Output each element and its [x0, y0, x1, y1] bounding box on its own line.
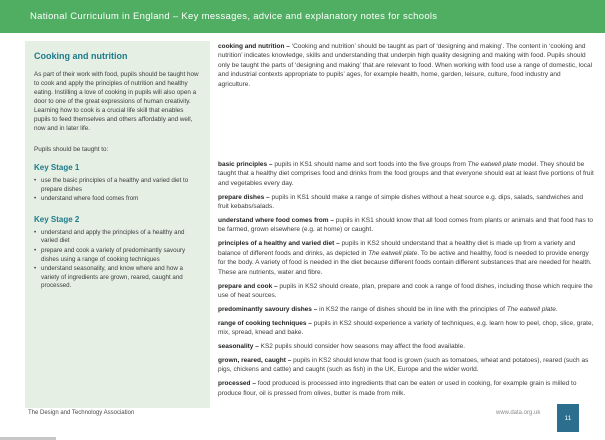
note-text: pupils in KS2 should create, plan, prepare and cook a range of food dishes, including those which require the use of heat sources.: [218, 282, 593, 299]
cooking-and-nutrition-panel: [25, 41, 210, 408]
note-lead: prepare dishes –: [218, 193, 272, 201]
note-paragraph: [218, 239, 594, 277]
note-paragraph: [218, 379, 594, 398]
key-stage-1-list: [34, 177, 201, 204]
note-paragraph: [218, 160, 594, 188]
bullet-item: • understand and apply the principles of a healthy and varied diet: [34, 229, 201, 246]
note-text: pupils in KS1 should make a range of simple dishes without a heat source e.g. dips, salads, sandwiches and fruit kebabs/salads.: [218, 193, 583, 211]
note-text: model. They should be taught that a healthy diet comprises food and drinks from the food groups and that everyone should eat at least five portions of fruit and vegetables every day.: [218, 161, 594, 187]
note-lead: basic principles –: [218, 161, 275, 169]
note-text: in KS2 the range of dishes should be in line with the principles of: [319, 305, 507, 313]
key-stage-2-heading: Key Stage 2: [34, 214, 80, 224]
note-lead: prepare and cook –: [218, 282, 280, 290]
header-bar: [0, 0, 605, 33]
note-paragraph: [218, 356, 594, 375]
panel-intro-paragraph: As part of their work with food, pupils should be taught how to cook and apply the principles of nutrition and healthy eating. Instilling a love of cooking in pupils will also open a door to one of the great expressions of human creativity. Learning how to cook is a crucial life skill that enables pupils to feed themselves and others affordably and well, now and in later life.: [34, 71, 199, 132]
note-lead: cooking and nutrition –: [218, 43, 292, 50]
key-stage-2-list: [34, 229, 201, 291]
note-lead: grown, reared, caught –: [218, 356, 294, 364]
note-paragraph: [218, 193, 594, 212]
notes-column: [218, 42, 594, 403]
note-text: pupils in KS2 should understand that a healthy diet is made up from a variety and balance of different foods and drinks, as depicted in: [218, 240, 576, 257]
note-lead: principles of a healthy and varied diet –: [218, 240, 342, 248]
note-lead: understand where food comes from –: [218, 217, 336, 225]
note-paragraph: [218, 319, 594, 338]
page-title: National Curriculum in England – Key messages, advice and explanatory notes for schools: [30, 11, 438, 22]
panel-heading: Cooking and nutrition: [34, 51, 128, 61]
note-text: .: [555, 305, 558, 313]
bullet-item: • understand seasonality, and know where and how a variety of ingredients are grown, reared, caught and processed.: [34, 265, 201, 291]
note-italic-term: The eatwell plate: [368, 249, 418, 257]
note-text: ‘Cooking and nutrition’ should be taught as part of ‘designing and making’. The content in ‘cooking and nutrition’ indicates knowledge, skills and understanding that underpin high quality designing and making with food. Pupils should only be taught the parts of ‘designing and making’ that are relevant to food. When working with food use a range of domestic, local and industrial contexts appropriate to pupils’ ages, for example health, home, garden, leisure, culture, food industry and agriculture.: [218, 43, 593, 88]
note-text: pupils in KS2 should experience a variety of techniques, e.g. learn how to peel, chop, slice, grate, mix, spread, knead and bake.: [218, 319, 594, 337]
bullet-item: • understand where food comes from: [34, 195, 201, 204]
note-paragraph: [218, 305, 594, 314]
note-paragraph: [218, 42, 594, 89]
taught-to-label: Pupils should be taught to:: [34, 146, 109, 153]
note-italic-term: The eatwell plate: [506, 305, 556, 313]
note-paragraph: [218, 282, 594, 301]
page-number: 11: [564, 414, 572, 422]
note-text: pupils in KS2 should know that food is grown (such as tomatoes, wheat and potatoes), reared (such as pigs, chickens and cattle) and caught (such as fish) in the UK, Europe and the wider world.: [218, 356, 589, 374]
page-number-badge: [557, 404, 579, 432]
note-paragraph: [218, 342, 594, 351]
note-paragraph: [218, 216, 594, 235]
note-italic-term: The eatwell plate: [467, 161, 517, 169]
note-text: food produced is processed into ingredients that can be eaten or used in cooking, for example grain is milled to produce flour, oil is pressed from olives, butter is made from milk.: [218, 380, 577, 397]
note-text: KS2 pupils should consider how seasons may affect the food available.: [260, 343, 466, 351]
footer-association-label: The Design and Technology Association: [28, 410, 135, 416]
bullet-item: • use the basic principles of a healthy and varied diet to prepare dishes: [34, 177, 201, 194]
note-lead: processed –: [218, 380, 258, 388]
note-text: pupils in KS1 should know that all food comes from plants or animals and that food has to be farmed, grown elsewhere (e.g. at home) or caught.: [218, 217, 594, 234]
note-lead: predominantly savoury dishes –: [218, 305, 320, 313]
note-text: . To be active and healthy, food is needed to provide energy for the body. A variety of food is needed in the diet because different foods contain different substances that are needed for health. These are nutrients, water and fibre.: [218, 249, 592, 276]
note-lead: seasonality –: [218, 343, 261, 351]
key-stage-1-heading: Key Stage 1: [34, 163, 80, 172]
footer-website-link[interactable]: www.data.org.uk: [496, 410, 541, 416]
note-lead: range of cooking techniques –: [218, 319, 314, 327]
note-text: pupils in KS1 should name and sort foods into the five groups from: [274, 161, 468, 169]
bullet-item: • prepare and cook a variety of predominantly savoury dishes using a range of cooking techniques: [34, 247, 201, 264]
